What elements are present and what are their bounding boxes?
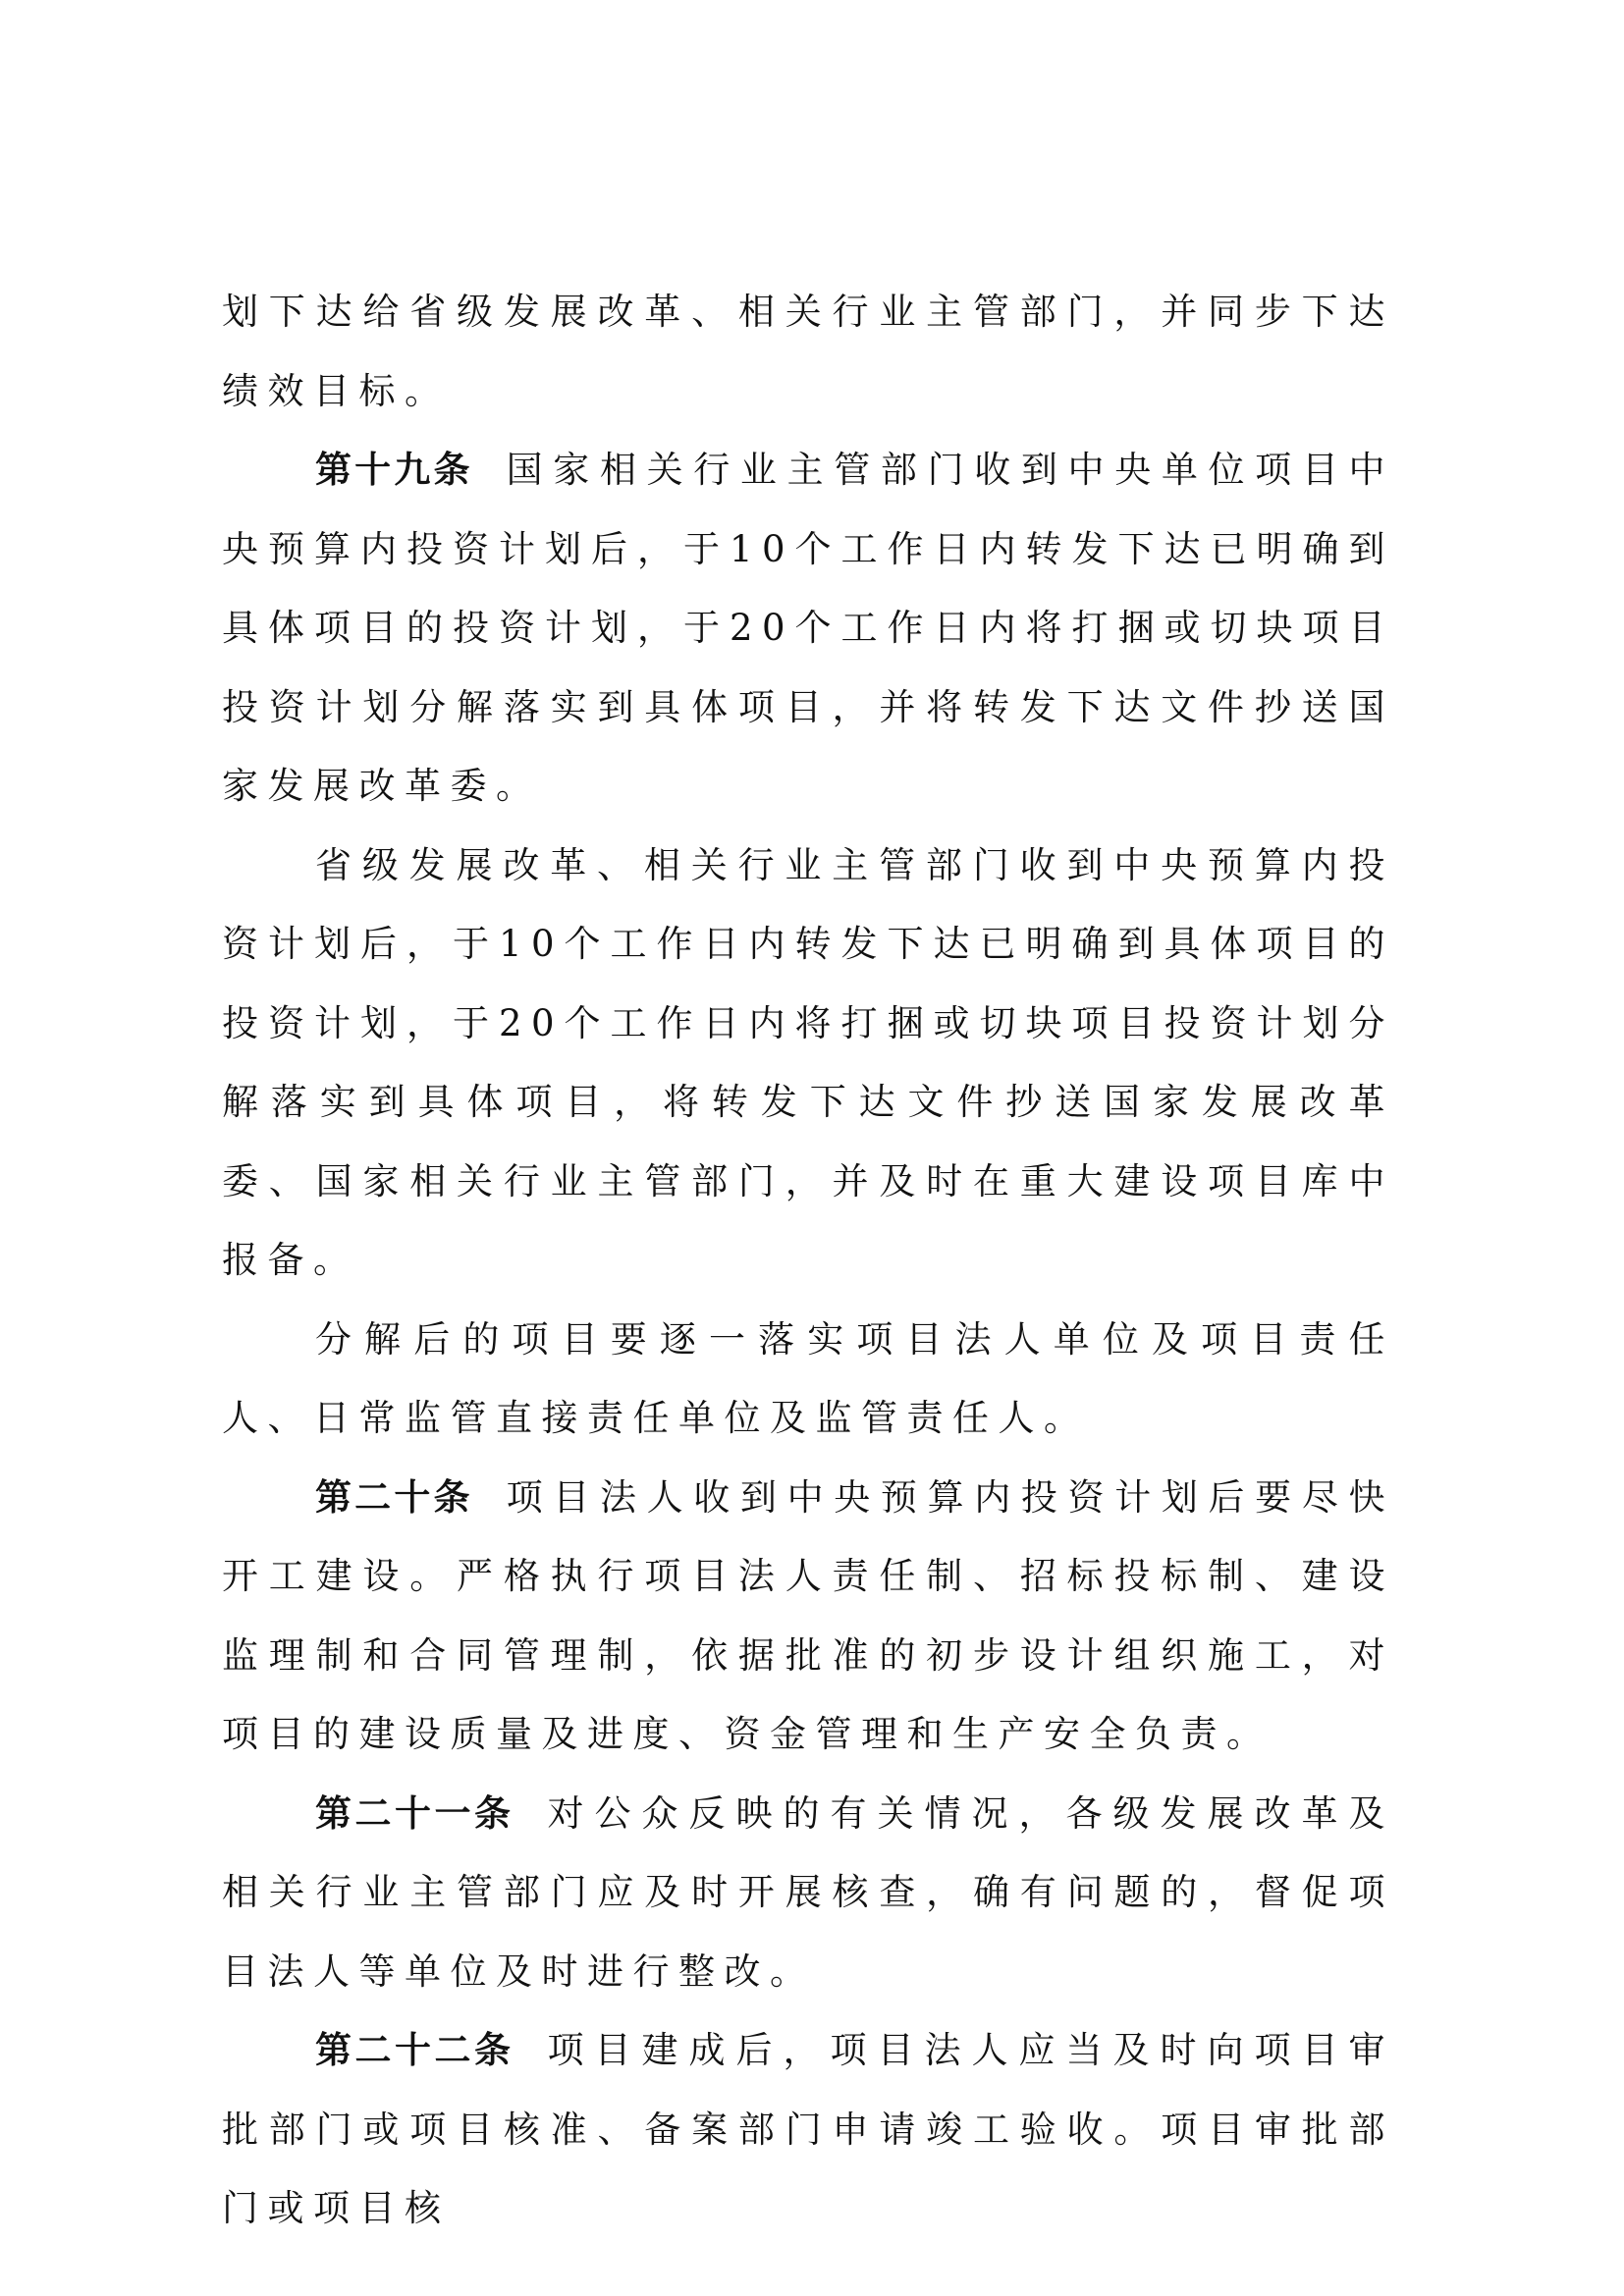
paragraph-text: 项目建成后，项目法人应当及时向项目审批部门或项目核准、备案部门申请竣工验收。项目审批部门或项目核 bbox=[222, 2029, 1394, 2229]
article-21 bbox=[222, 1775, 1394, 2012]
article-number: 第十九条 bbox=[315, 449, 473, 491]
paragraph-continuation bbox=[222, 273, 1394, 431]
document-page bbox=[222, 273, 1394, 2249]
paragraph-text: 省级发展改革、相关行业主管部门收到中央预算内投资计划后，于10个工作日内转发下达已明确到具体项目的投资计划，于20个工作日内将打捆或切块项目投资计划分解落实到具体项目，将转发下达文件抄送国家发展改革委、国家相关行业主管部门，并及时在重大建设项目库中报备。 bbox=[222, 843, 1394, 1281]
paragraph-provincial bbox=[222, 827, 1394, 1301]
article-20 bbox=[222, 1459, 1394, 1775]
paragraph-text: 分解后的项目要逐一落实项目法人单位及项目责任人、日常监管直接责任单位及监管责任人。 bbox=[222, 1317, 1394, 1439]
paragraph-text: 划下达给省级发展改革、相关行业主管部门，并同步下达绩效目标。 bbox=[222, 291, 1394, 412]
article-number: 第二十条 bbox=[315, 1475, 473, 1519]
paragraph-text: 对公众反映的有关情况，各级发展改革及相关行业主管部门应及时开展核查，确有问题的，督促项目法人等单位及时进行整改。 bbox=[222, 1791, 1394, 1993]
paragraph-text: 项目法人收到中央预算内投资计划后要尽快开工建设。严格执行项目法人责任制、招标投标制、建设监理制和合同管理制，依据批准的初步设计组织施工，对项目的建设质量及进度、资金管理和生产安全负责。 bbox=[222, 1475, 1395, 1755]
article-number: 第二十二条 bbox=[315, 2029, 514, 2071]
paragraph-decomposition bbox=[222, 1301, 1394, 1459]
paragraph-text: 国家相关行业主管部门收到中央单位项目中央预算内投资计划后，于10个工作日内转发下达已明确到具体项目的投资计划，于20个工作日内将打捆或切块项目投资计划分解落实到具体项目，并将转发下达文件抄送国家发展改革委。 bbox=[222, 449, 1395, 807]
article-22 bbox=[222, 2011, 1394, 2249]
article-19 bbox=[222, 431, 1394, 827]
article-number: 第二十一条 bbox=[315, 1791, 514, 1835]
